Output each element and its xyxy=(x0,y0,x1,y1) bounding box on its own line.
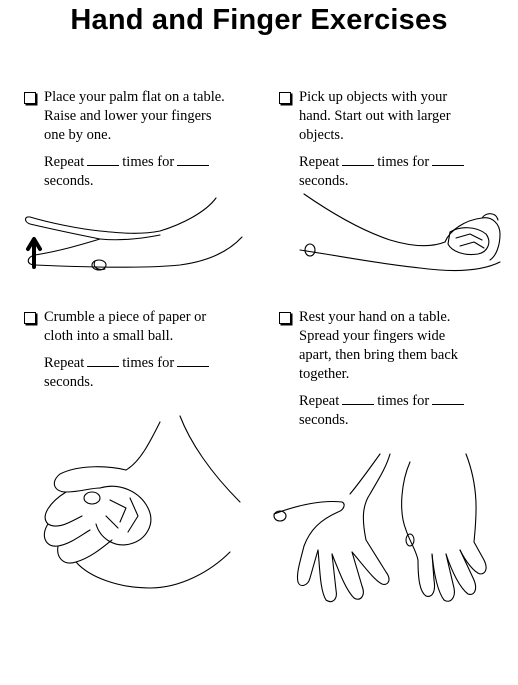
exercise-1-instructions: Place your palm flat on a table. Raise and lower your fingers one by one. xyxy=(44,89,225,143)
exercise-1-repeat: Repeat times for seconds. xyxy=(44,153,264,191)
exercise-2-repeat: Repeat times for seconds. xyxy=(299,153,509,191)
exercise-3-checkbox[interactable] xyxy=(24,312,36,324)
exercise-4-checkbox[interactable] xyxy=(279,312,291,324)
flat-hand-illustration xyxy=(20,195,250,280)
exercise-2-times-blank[interactable] xyxy=(342,153,374,166)
exercise-1 xyxy=(24,88,264,191)
crumpling-hand-illustration xyxy=(30,412,245,592)
grasping-hand-illustration xyxy=(300,190,510,280)
exercise-3-instructions: Crumble a piece of paper or cloth into a small ball. xyxy=(44,309,207,344)
exercise-1-seconds-blank[interactable] xyxy=(177,153,209,166)
page-title: Hand and Finger Exercises xyxy=(70,4,448,36)
spread-fingers-illustration xyxy=(270,450,510,610)
exercise-3-seconds-blank[interactable] xyxy=(177,354,209,367)
exercise-2 xyxy=(279,88,509,191)
exercise-2-instructions: Pick up objects with your hand. Start out with larger objects. xyxy=(299,89,451,143)
exercise-4 xyxy=(279,308,509,430)
exercise-1-times-blank[interactable] xyxy=(87,153,119,166)
exercise-4-repeat: Repeat times for seconds. xyxy=(299,392,509,430)
exercise-3-repeat: Repeat times for seconds. xyxy=(44,354,264,392)
exercise-3 xyxy=(24,308,264,392)
exercise-4-instructions: Rest your hand on a table. Spread your fingers wide apart, then bring them back together. xyxy=(299,309,459,382)
exercise-1-checkbox[interactable] xyxy=(24,92,36,104)
exercise-3-times-blank[interactable] xyxy=(87,354,119,367)
exercise-4-seconds-blank[interactable] xyxy=(432,392,464,405)
exercise-4-times-blank[interactable] xyxy=(342,392,374,405)
exercise-2-checkbox[interactable] xyxy=(279,92,291,104)
exercise-2-seconds-blank[interactable] xyxy=(432,153,464,166)
